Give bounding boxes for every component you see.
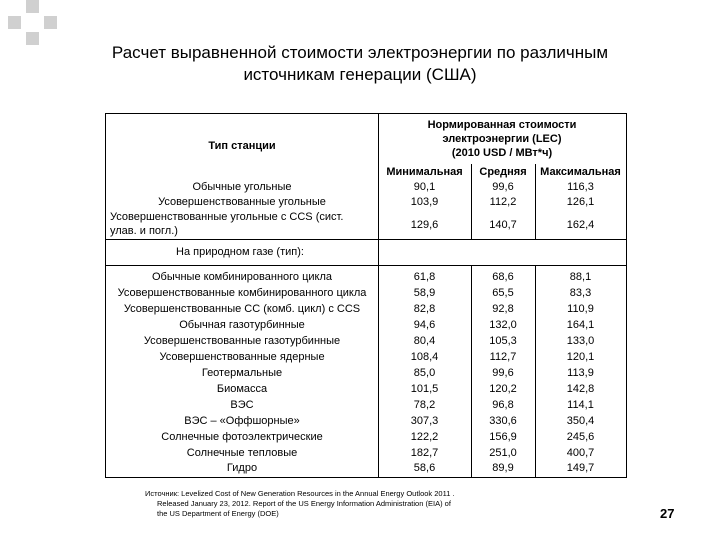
value-avg: 89,9	[492, 462, 514, 474]
value-min: 122,2	[410, 431, 439, 443]
row-label: Усовершенствованные газотурбинные	[143, 335, 341, 347]
value-min: 58,9	[413, 287, 436, 299]
value-max: 149,7	[566, 462, 595, 474]
value-max: 133,0	[566, 335, 595, 347]
row-label: ВЭС	[230, 399, 254, 411]
row-label: Усовершенствованные комбинированного цикла	[117, 287, 367, 299]
value-max: 114,1	[567, 399, 594, 411]
value-min: 58,6	[413, 462, 436, 474]
value-avg: 132,0	[489, 319, 517, 331]
row-label: Солнечные фотоэлектрические	[161, 431, 323, 443]
value-min: 94,6	[413, 319, 436, 331]
column-header-avg: Средняя	[479, 166, 527, 178]
row-label-line-1: Усовершенствованные угольные с CCS (сист.	[110, 211, 344, 223]
value-avg: 96,8	[492, 399, 514, 411]
value-max: 113,9	[567, 367, 594, 379]
row-label-line-2: улав. и погл.)	[110, 225, 178, 237]
row-label: Усовершенствованные ядерные	[159, 351, 325, 363]
value-max: 120,1	[566, 351, 595, 363]
source-note-line-2: Released January 23, 2012. Report of the US Energy Information Administration (EIA) of	[157, 499, 451, 508]
row-label: Обычные угольные	[192, 181, 292, 193]
row-label: Солнечные тепловые	[186, 447, 298, 459]
row-label: Усовершенствованные угольные	[158, 196, 326, 208]
row-label: Обычная газотурбинные	[179, 319, 305, 331]
row-label: Обычные комбинированного цикла	[151, 271, 332, 283]
column-header-max: Максимальная	[540, 166, 621, 178]
value-avg: 112,7	[489, 351, 517, 363]
value-max: 400,7	[566, 447, 595, 459]
value-avg: 330,6	[489, 415, 517, 427]
column-header-station-type: Тип станции	[208, 140, 276, 152]
value-avg: 105,3	[489, 335, 517, 347]
value-avg: 92,8	[492, 303, 514, 315]
column-header-lec-line-1: Нормированная стоимости	[427, 119, 577, 131]
slide-title	[60, 42, 660, 86]
value-max: 83,3	[569, 287, 592, 299]
value-min: 101,5	[410, 383, 439, 395]
value-min: 61,8	[413, 271, 436, 283]
value-max: 245,6	[566, 431, 595, 443]
value-max: 350,4	[566, 415, 595, 427]
value-min: 182,7	[410, 447, 439, 459]
row-label: Гидро	[226, 462, 258, 474]
value-avg: 140,7	[489, 219, 517, 231]
value-min: 103,9	[410, 196, 439, 208]
row-label: Усовершенствованные СС (комб. цикл) с CCS	[123, 303, 361, 315]
row-label: Биомасса	[216, 383, 268, 395]
value-avg: 112,2	[489, 196, 517, 208]
lec-table	[105, 113, 627, 478]
value-min: 80,4	[413, 335, 436, 347]
source-note-line-3: the US Department of Energy (DOE)	[157, 509, 279, 518]
value-max: 126,1	[566, 196, 595, 208]
source-note	[145, 489, 565, 519]
column-header-lec-line-2: электроэнергии (LEC)	[442, 133, 562, 145]
value-max: 116,3	[567, 181, 594, 193]
row-label: Геотермальные	[201, 367, 283, 379]
value-max: 162,4	[566, 219, 595, 231]
value-min: 82,8	[413, 303, 436, 315]
section-heading-gas: На природном газе (тип):	[176, 246, 304, 258]
page-number: 27	[660, 506, 675, 521]
value-min: 129,6	[410, 219, 439, 231]
value-avg: 99,6	[492, 181, 514, 193]
value-max: 164,1	[566, 319, 595, 331]
value-min: 90,1	[413, 181, 436, 193]
value-min: 108,4	[410, 351, 439, 363]
value-avg: 68,6	[492, 271, 514, 283]
value-avg: 99,6	[492, 367, 514, 379]
slide-title-line-1: Расчет выравненной стоимости электроэнергии по различным	[111, 43, 609, 62]
slide-title-line-2: источникам генерации (США)	[243, 65, 477, 84]
row-label: ВЭС – «Оффшорные»	[184, 415, 300, 427]
value-min: 307,3	[410, 415, 439, 427]
value-max: 142,8	[566, 383, 595, 395]
column-header-lec-line-3: (2010 USD / МВт*ч)	[451, 147, 553, 159]
value-avg: 120,2	[489, 383, 517, 395]
value-max: 88,1	[569, 271, 592, 283]
value-avg: 251,0	[489, 447, 517, 459]
value-avg: 156,9	[489, 431, 517, 443]
value-avg: 65,5	[492, 287, 514, 299]
value-max: 110,9	[567, 303, 594, 315]
value-min: 85,0	[413, 367, 436, 379]
column-header-min: Минимальная	[386, 166, 463, 178]
source-note-line-1: Источник: Levelized Cost of New Generation Resources in the Annual Energy Outlook 2011 .	[145, 489, 455, 498]
value-min: 78,2	[413, 399, 436, 411]
